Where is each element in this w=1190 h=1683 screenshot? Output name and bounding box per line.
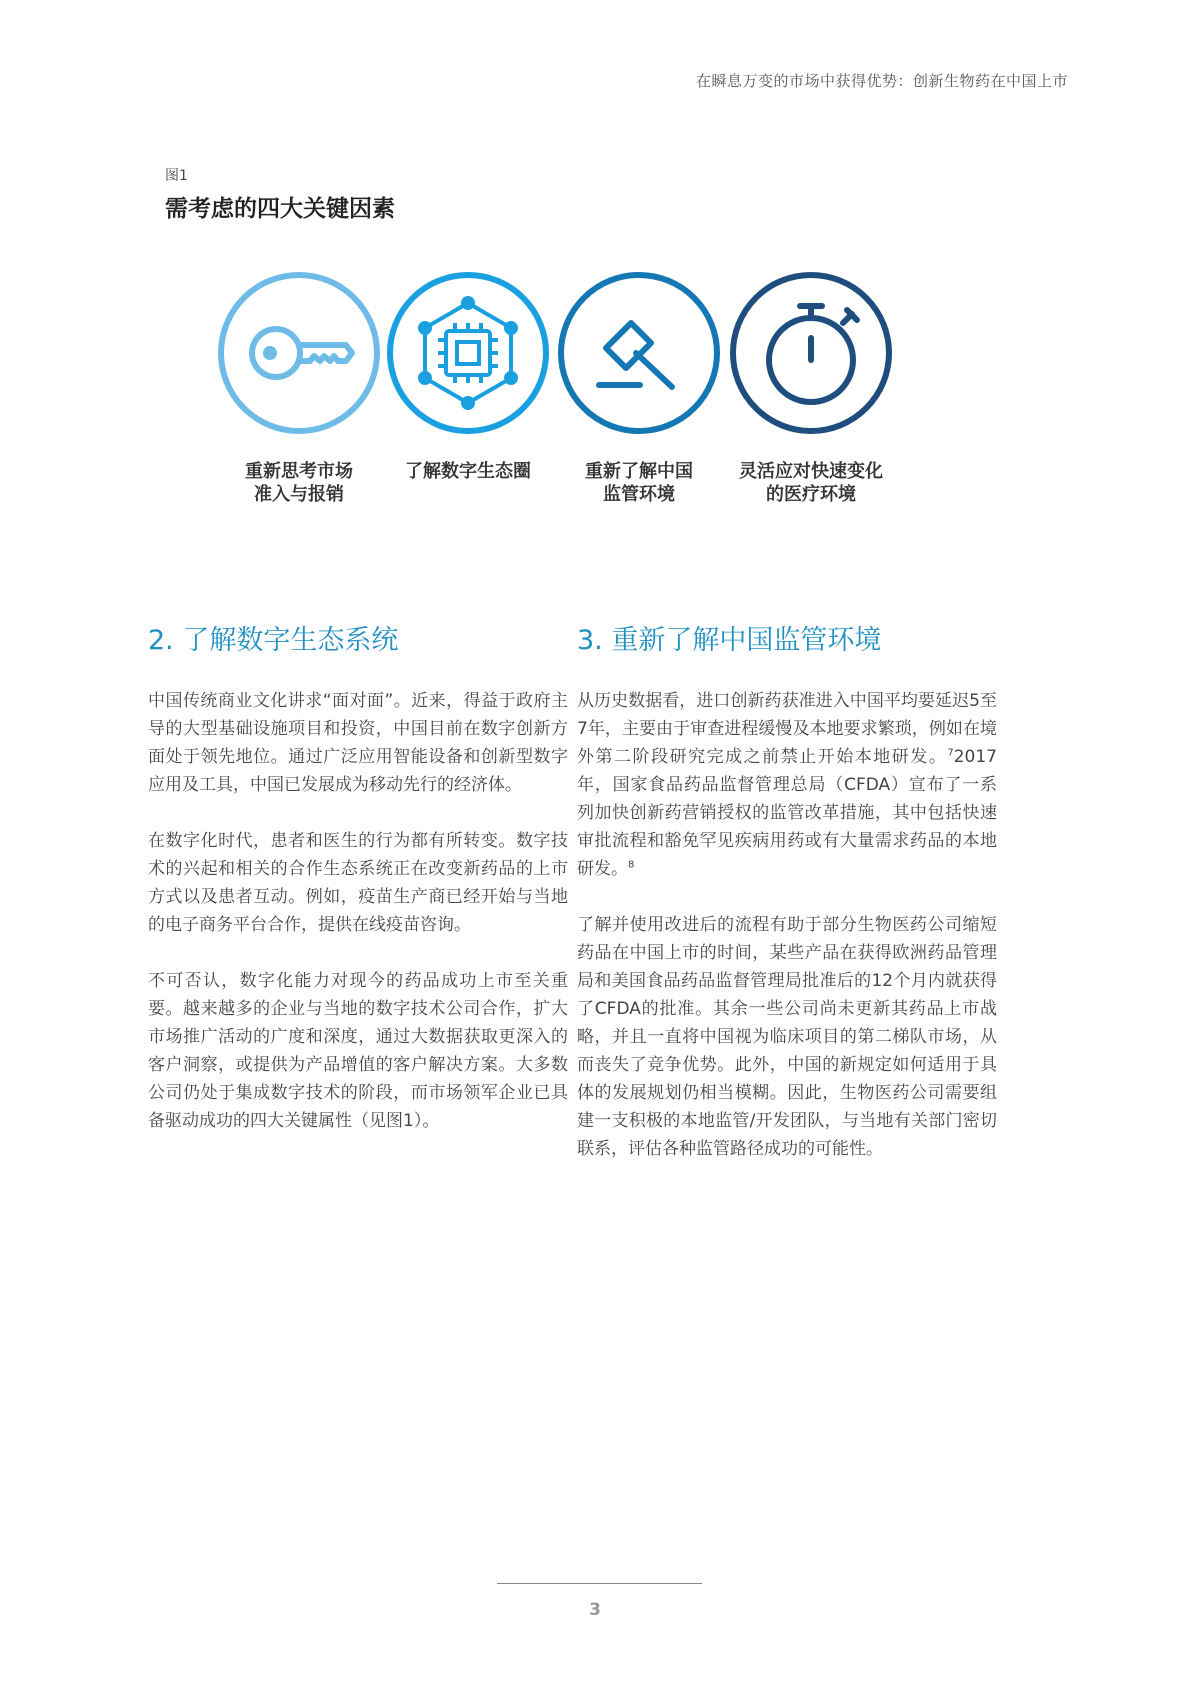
paragraph-text: 从历史数据看，进口创新药获准进入中国平均要延迟5至7年，主要由于审查进程缓慢及本地要求繁琐，例如在境外第二阶段研究完成之前禁止开始本地研发。 [577, 691, 997, 767]
figure-label: 图1 [165, 168, 188, 184]
factor-label: 灵活应对快速变化 的医疗环境 [739, 461, 883, 505]
section-heading: 2. 了解数字生态系统 [148, 625, 399, 656]
footer-divider [497, 1583, 702, 1584]
paragraph: 在数字化时代，患者和医生的行为都有所转变。数字技术的兴起和相关的合作生态系统正在改变新药品的上市方式以及患者互动。例如，疫苗生产商已经开始与当地的电子商务平台合作，提供在线疫苗咨询。 [148, 831, 568, 935]
factor-label: 重新思考市场 准入与报销 [245, 461, 353, 505]
paragraph: 了解并使用改进后的流程有助于部分生物医药公司缩短药品在中国上市的时间，某些产品在获得欧洲药品管理局和美国食品药品监督管理局批准后的12个月内就获得了CFDA的批准。其余一些公司尚未更新其药品上市战略，并且一直将中国视为临床项目的第二梯队市场，从而丧失了竞争优势。此外，中国的新规定如何适用于具体的发展规划仍相当模糊。因此，生物医药公司需要组建一支积极的本地监管/开发团队，与当地有关部门密切联系，评估各种监管路径成功的可能性。 [577, 915, 997, 1159]
gavel-icon [554, 268, 724, 438]
figure-title: 需考虑的四大关键因素 [165, 196, 395, 222]
running-header: 在瞬息万变的市场中获得优势：创新生物药在中国上市 [695, 72, 1068, 90]
chip-network-icon [383, 268, 553, 438]
section-heading: 3. 重新了解中国监管环境 [577, 625, 882, 656]
page-number: 3 [589, 1600, 601, 1620]
factor-healthcare-environment [701, 268, 921, 506]
paragraph [577, 687, 997, 883]
stopwatch-icon [726, 268, 896, 438]
paragraph: 不可否认，数字化能力对现今的药品成功上市至关重要。越来越多的企业与当地的数字技术公司合作，扩大市场推广活动的广度和深度，通过大数据获取更深入的客户洞察，或提供为产品增值的客户解决方案。大多数公司仍处于集成数字技术的阶段，而市场领军企业已具备驱动成功的四大关键属性（见图1）。 [148, 971, 568, 1131]
paragraph: 中国传统商业文化讲求“面对面”。近来，得益于政府主导的大型基础设施项目和投资，中国目前在数字创新方面处于领先地位。通过广泛应用智能设备和创新型数字应用及工具，中国已发展成为移动先行的经济体。 [148, 691, 568, 795]
factor-label: 了解数字生态圈 [405, 461, 531, 482]
paragraph-text: 2017年，国家食品药品监督管理总局（CFDA）宣布了一系列加快创新药营销授权的监管改革措施，其中包括快速审批流程和豁免罕见疾病用药或有大量需求药品的本地研发。 [577, 747, 997, 879]
footnote-ref[interactable]: 7 [947, 747, 954, 759]
footnote-ref[interactable]: 8 [628, 859, 635, 871]
section-regulatory-environment [577, 618, 997, 1191]
section-digital-ecosystem [148, 618, 568, 1163]
factor-label: 重新了解中国 监管环境 [585, 461, 693, 505]
